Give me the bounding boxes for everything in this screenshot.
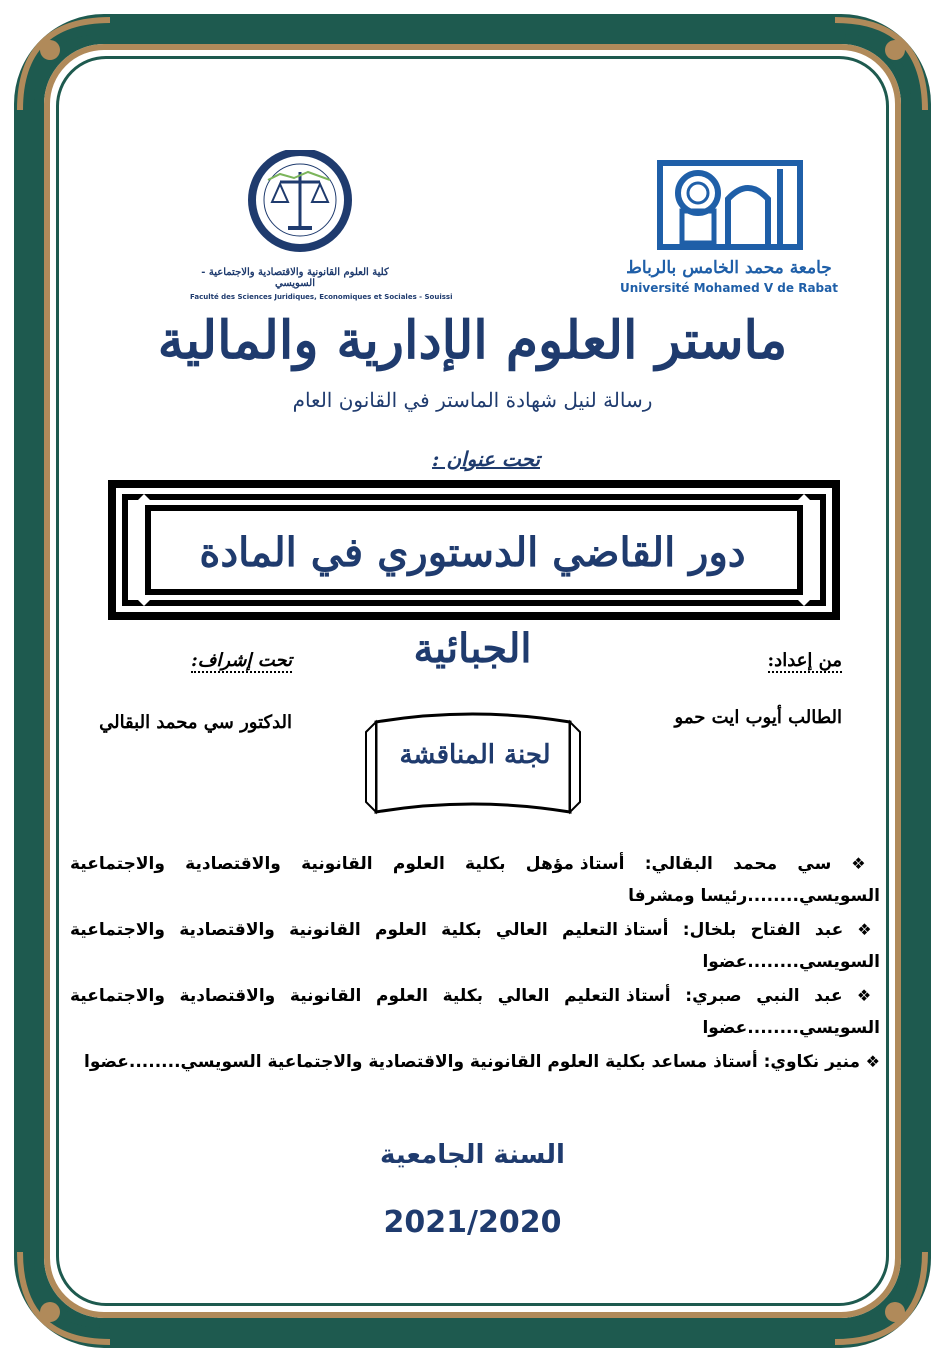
member-role: أستاذ مساعد بكلية العلوم القانونية والاقتصادية والاجتماعية السويسي........عضوا bbox=[84, 1052, 758, 1072]
diamond-bullet-icon: ❖ bbox=[831, 854, 880, 873]
academic-year-label: السنة الجامعية bbox=[380, 1140, 565, 1170]
master-title: ماستر العلوم الإدارية والمالية bbox=[157, 310, 788, 371]
faculty-name-ar: كلية العلوم القانونية والاقتصادية والاجتماعية - السويسي bbox=[201, 267, 389, 289]
prepared-by-label-text: من إعداد: bbox=[767, 650, 842, 671]
member-name: سي محمد البقالي: bbox=[644, 854, 832, 874]
member-name: عبد الفتاح بلخال: bbox=[682, 920, 844, 940]
member-name: عبد النبي صبري: bbox=[685, 986, 843, 1006]
member-name: منير نكاوي: bbox=[763, 1052, 861, 1072]
diamond-bullet-icon: ❖ bbox=[842, 986, 880, 1005]
member-role: أستاذ التعليم العالي بكلية العلوم القانونية والاقتصادية والاجتماعية السويسي........عضوا bbox=[70, 920, 880, 972]
corner-ornament-icon bbox=[10, 10, 120, 120]
thesis-title: دور القاضي الدستوري في المادة الجبائية bbox=[199, 529, 746, 672]
corner-ornament-icon bbox=[825, 10, 935, 120]
committee-member bbox=[70, 848, 880, 912]
university-name-ar: جامعة محمد الخامس بالرباط bbox=[626, 258, 832, 278]
university-emblem-icon bbox=[598, 155, 860, 250]
supervised-by-label bbox=[160, 650, 292, 671]
faculty-name-fr: Faculté des Sciences Juridiques, Economiques et Sociales - Souissi bbox=[190, 293, 453, 301]
supervised-by-label-text: تحت إشراف: bbox=[191, 650, 292, 671]
university-logo bbox=[598, 155, 860, 305]
corner-ornament-icon bbox=[10, 1242, 120, 1352]
faculty-logo bbox=[190, 150, 453, 301]
diamond-bullet-icon: ❖ bbox=[860, 1052, 880, 1071]
faculty-seal-icon bbox=[190, 150, 400, 255]
subtitle: رسالة لنيل شهادة الماستر في القانون العام bbox=[292, 388, 653, 412]
member-role: أستاذ التعليم العالي بكلية العلوم القانونية والاقتصادية والاجتماعية السويسي........عضوا bbox=[70, 986, 880, 1038]
committee-label: لجنة المناقشة bbox=[399, 740, 551, 770]
title-label: تحت عنوان : bbox=[432, 447, 540, 471]
corner-ornament-icon bbox=[825, 1242, 935, 1352]
committee-member bbox=[70, 914, 880, 978]
supervisor-name: الدكتور سي محمد البقالي bbox=[99, 712, 292, 733]
committee-list bbox=[70, 848, 880, 1080]
committee-member bbox=[70, 1046, 880, 1078]
member-role: أستاذ مؤهل بكلية العلوم القانونية والاقتصادية والاجتماعية السويسي........رئيسا ومشرفا bbox=[70, 854, 880, 906]
diamond-bullet-icon: ❖ bbox=[843, 920, 880, 939]
university-name-fr: Université Mohamed V de Rabat bbox=[620, 281, 838, 295]
academic-year: 2021/2020 bbox=[383, 1205, 562, 1240]
committee-member bbox=[70, 980, 880, 1044]
student-name: الطالب أيوب ايت حمو bbox=[674, 707, 842, 728]
prepared-by-label bbox=[720, 650, 842, 671]
